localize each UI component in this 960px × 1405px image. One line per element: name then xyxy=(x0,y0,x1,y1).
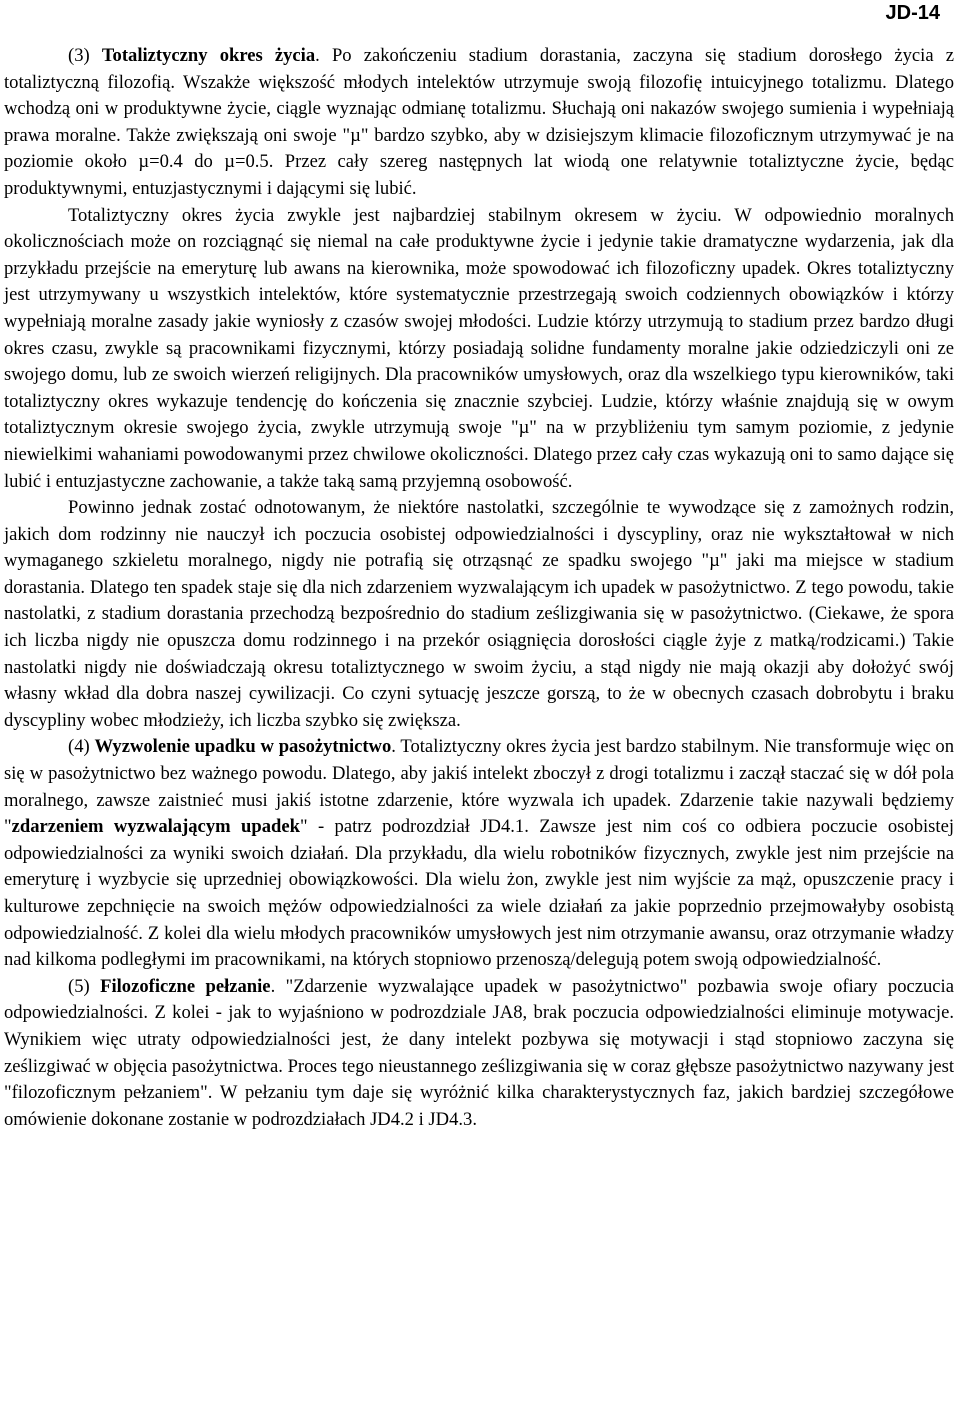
section-4-text-a: . Totaliztyczny okres życia jest bardzo stabilnym. Nie transformuje więc on się w pasożytnictwo bez ważnego powodu. Dlatego, aby jakiś intelekt zboczył z drogi totalizmu i zaczął staczać się w dół pola moralnego, zawsze zaistnieć musi jakiś istotne zdarzenie, które wyzwala ich upadek. Zdarzenie takie nazywali będziemy " xyxy=(4,736,955,838)
section-4-text-b: " - patrz podrozdział JD4.1. Zawsze jest nim coś co odbiera poczucie osobistej odpowiedzialności za wyniki swoich działań. Dla przykładu, dla wielu robotników fizycznych, zwykle jest nim przejście na emeryturę i wyzbycie się uprzedniej obowiązkowości. Dla wielu żon, zwykle jest nim wyjście za mąż, opuszczenie pracy i kulturowe zepchnięcie na swoich mężów odpowiedzialności za wiele działań za jakie poprzednio przejmowałyby osobistą odpowiedzialność. Z kolei dla wielu młodych pracowników umysłowych jest nim otrzymanie awansu, oraz otrzymanie władzy nad kilkoma podległymi im pracownikami, na których stopniowo przenoszą/delegują potem swoją odpowiedzialność. xyxy=(4,816,954,971)
section-3-number: (3) xyxy=(68,45,90,66)
section-3-title: Totaliztyczny okres życia xyxy=(101,45,316,66)
section-4-number: (4) xyxy=(68,736,90,758)
section-5-number: (5) xyxy=(68,975,90,997)
section-3-paragraph-1 xyxy=(4,43,954,203)
section-3-text-1: . Po zakończeniu stadium dorastania, zaczyna się stadium dorosłego życia z totaliztyczną filozofią. Wszakże większość młodych intelektów utrzymuje swoją filozofię intuicyjnego totalizmu. Dlatego wchodzą oni w produktywne życie, ciągle wyznając odmianę totalizmu. Słuchają oni nakazów swojego sumienia i wypełniają prawa moralne. Także zwiększają oni swoje "µ" bardzo szybko, aby w dzisiejszym klimacie filozoficznym utrzymywać je na poziomie około µ=0.4 do µ=0.5. Przez cały szereg następnych lat wiodą one relatywnie totaliztyczne życie, będąc produktywnymi, entuzjastycznymi i dającymi się lubić. xyxy=(4,45,954,199)
section-4-paragraph xyxy=(4,734,954,973)
section-3-paragraph-2: Totaliztyczny okres życia zwykle jest najbardziej stabilnym okresem w życiu. W odpowiednio moralnych okolicznościach może on rozciągnąć się niemal na całe produktywne życie i jedynie takie dramatyczne wydarzenia, jak dla przykładu przejście na emeryturę lub awans na kierownika, może spowodować ich filozoficzny upadek. Okres totaliztyczny jest utrzymywany u wszystkich intelektów, które systematycznie przestrzegają swoich codziennych obowiązków i którzy wypełniają moralne zasady jakie wyniosły z czasów swojej młodości. Ludzie którzy utrzymują to stadium przez bardzo długi okres czasu, zwykle są pracownikami fizycznymi, którzy posiadają solidne fundamenty moralne jakie odziedziczyli oni ze swojego domu, lub ze swoich wierzeń religijnych. Dla pracowników umysłowych, oraz dla wszelkiego typu kierowników, taki totaliztyczny okres wykazuje tendencję do kończenia się znacznie szybciej. Ludzie, którzy właśnie znajdują się w owym totaliztycznym okresie swojego życia, zwykle utrzymują swoje "µ" na w przybliżeniu tym samym poziomie, z jedynie niewielkimi wahaniami powodowanymi przez chwilowe okoliczności. Dlatego przez cały czas wykazują oni to samo dające się lubić i entuzjastyczne zachowanie, a także taką samą przyjemną osobowość. xyxy=(4,204,955,492)
page-code: JD-14 xyxy=(885,2,940,24)
section-5-paragraph xyxy=(4,974,954,1134)
section-4-title: Wyzwolenie upadku w pasożytnictwo xyxy=(94,736,392,758)
section-3-paragraph-3: Powinno jednak zostać odnotowanym, że niektóre nastolatki, szczególnie te wywodzące się z zamożnych rodzin, jakich dom rodzinny nie nauczył ich poczucia osobistej odpowiedzialności i dyscypliny, oraz nie wykształtował w nich wymaganego szkieletu moralnego, nigdy nie potrafią się otrząsnąć ze spadku swojego "µ" jaki ma miejsce w stadium dorastania. Dlatego ten spadek staje się dla nich zdarzeniem wyzwalającym ich upadek w pasożytnictwo. Z tego powodu, takie nastolatki, z stadium dorastania przechodzą bezpośrednio do stadium ześlizgiwania się w pasożytnictwo. (Ciekawe, że spora ich liczba nigdy nie opuszcza domu rodzinnego i na przekór osiągnięcia dorosłości ciągle żyje z matką/rodzicami.) Takie nastolatki nigdy nie doświadczają okresu totaliztycznego w swoim życiu, a stąd nigdy nie mają okazji aby dołożyć swój własny wkład dla dobra naszej cywilizacji. Co czyni sytuację jeszcze gorszą, to że w obecnych czasach dobrobytu i braku dyscypliny wobec młodzieży, ich liczba szybko się zwiększa. xyxy=(4,497,954,731)
section-5-text: . "Zdarzenie wyzwalające upadek w pasożytnictwo" pozbawia swoje ofiary poczucia odpowiedzialności. Z kolei - jak to wyjaśniono w podrozdziale JA8, brak poczucia odpowiedzialności eliminuje motywacje. Wynikiem więc utraty odpowiedzialności jest, że dany intelekt pozbywa się motywacji i stąd stopniowo zaczyna się ześlizgiwać w objęcia pasożytnictwa. Proces tego nieustannego ześlizgiwania się w coraz głębsze pasożytnictwo nazywany jest "filozoficznym pełzaniem". W pełzaniu tym daje się wyróżnić kilka charakterystycznych faz, jakich bardziej szczegółowe omówienie dokonane zostanie w podrozdziałach JD4.2 i JD4.3. xyxy=(4,975,954,1130)
section-5-title: Filozoficzne pełzanie xyxy=(100,975,271,997)
document-body xyxy=(4,43,954,1133)
section-4-emphasis: zdarzeniem wyzwalającym upadek xyxy=(11,816,300,838)
